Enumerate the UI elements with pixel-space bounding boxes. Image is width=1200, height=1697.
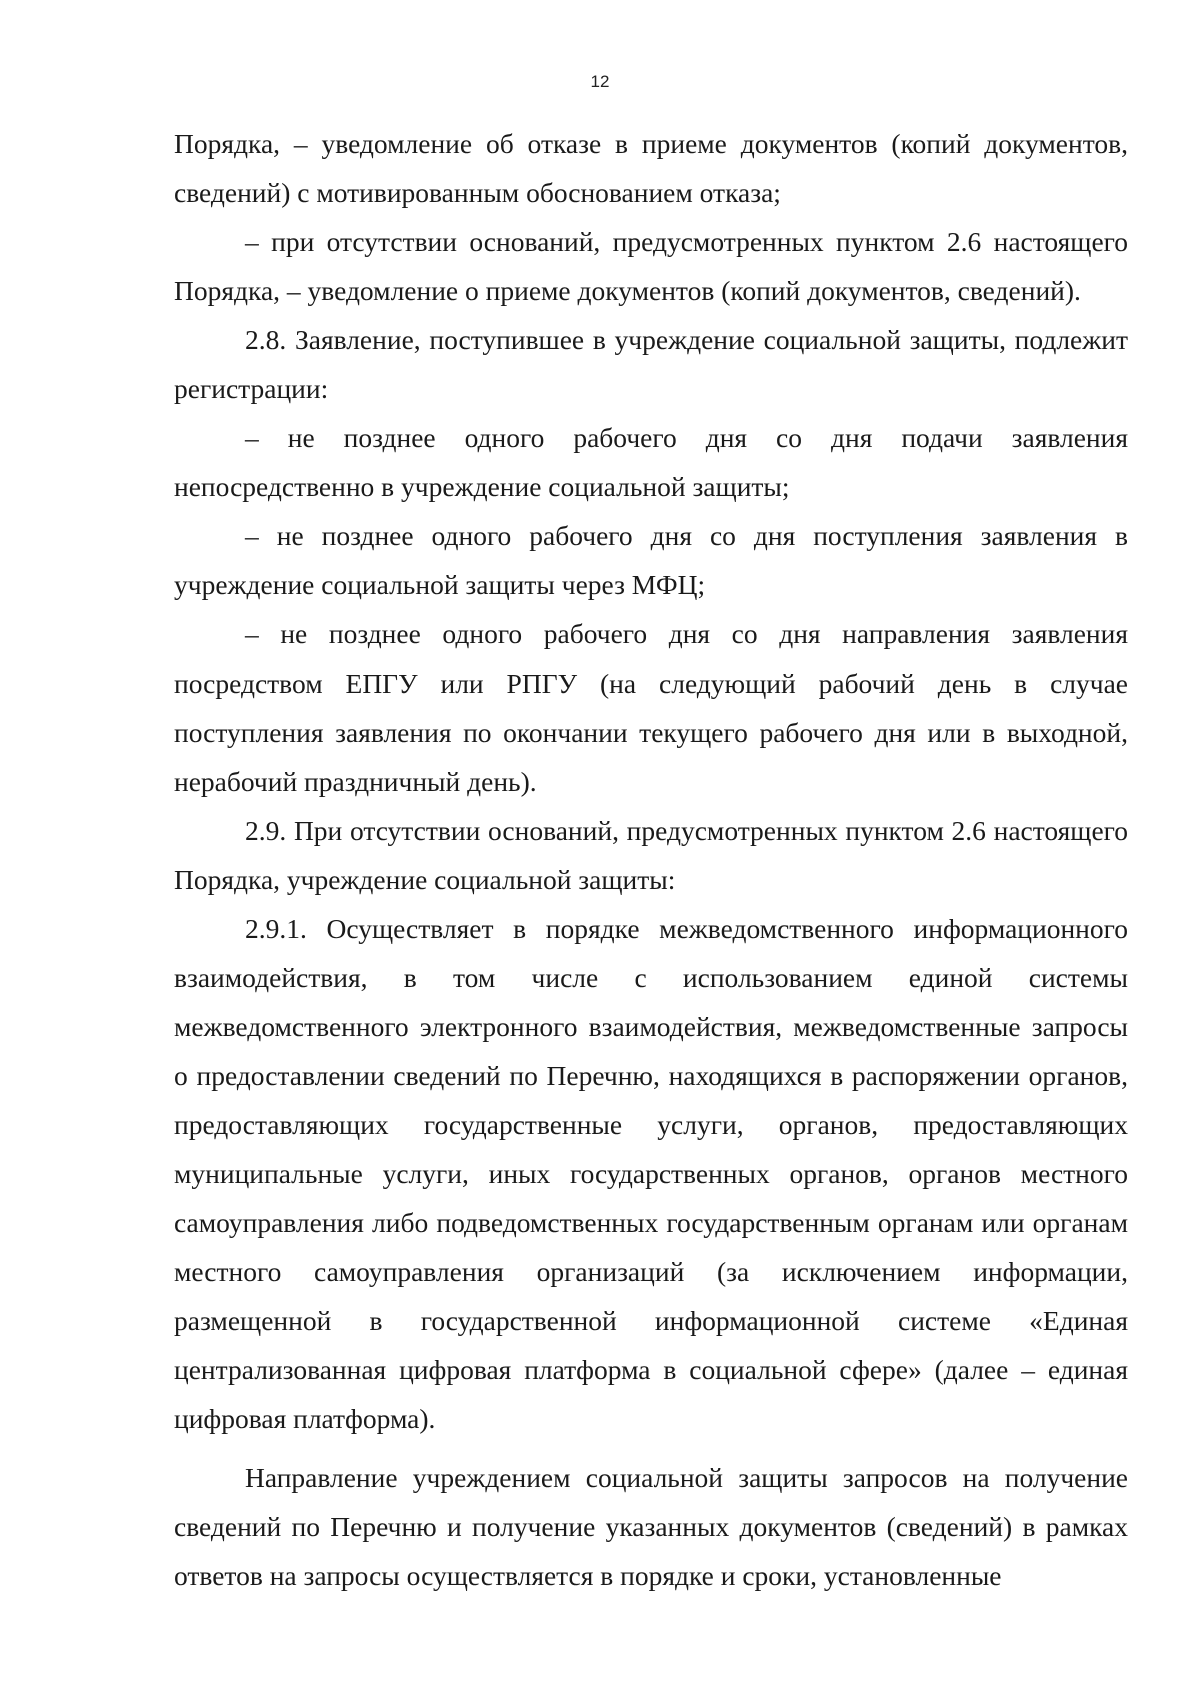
document-body [174, 119, 1128, 1600]
page-number: 12 [590, 72, 610, 91]
paragraph-2-9-no-grounds: 2.9. При отсутствии оснований, предусмотренных пунктом 2.6 настоящего Порядка, учреждение социальной защиты: [174, 814, 1128, 895]
paragraph-mfc-submission: – не позднее одного рабочего дня со дня поступления заявления в учреждение социальной защиты через МФЦ; [174, 520, 1128, 601]
paragraph-requests-procedure: Направление учреждением социальной защиты запросов на получение сведений по Перечню и получение указанных документов (сведений) в рамках ответов на запросы осуществляется в порядке и сроки, установленные [174, 1462, 1128, 1592]
paragraph-2-9-1-interagency-requests: 2.9.1. Осуществляет в порядке межведомственного информационного взаимодействия, в том числе с использованием единой системы межведомственного электронного взаимодействия, межведомственные запросы о предоставлении сведений по Перечню, находящихся в распоряжении органов, предоставляющих государственные услуги, органов, предоставляющих муниципальные услуги, иных государственных органов, органов местного самоуправления либо подведомственных государственным органам или органам местного самоуправления организаций (за исключением информации, размещенной в государственной информационной системе «Единая централизованная цифровая платформа в социальной сфере» (далее – единая цифровая платформа). [174, 912, 1128, 1435]
paragraph-2-8-registration: 2.8. Заявление, поступившее в учреждение социальной защиты, подлежит регистрации: [174, 324, 1128, 405]
paragraph-acceptance-notice: – при отсутствии оснований, предусмотренных пунктом 2.6 настоящего Порядка, – уведомление о приеме документов (копий документов, сведений). [174, 226, 1128, 307]
paragraph-refusal-notice-continuation: Порядка, – уведомление об отказе в приеме документов (копий документов, сведений) с мотивированным обоснованием отказа; [174, 128, 1128, 209]
paragraph-direct-submission: – не позднее одного рабочего дня со дня подачи заявления непосредственно в учреждение социальной защиты; [174, 422, 1128, 503]
paragraph-epgu-rpgu-submission: – не позднее одного рабочего дня со дня направления заявления посредством ЕПГУ или РПГУ (на следующий рабочий день в случае поступления заявления по окончании текущего рабочего дня или в выходной, нерабочий праздничный день). [174, 618, 1128, 797]
